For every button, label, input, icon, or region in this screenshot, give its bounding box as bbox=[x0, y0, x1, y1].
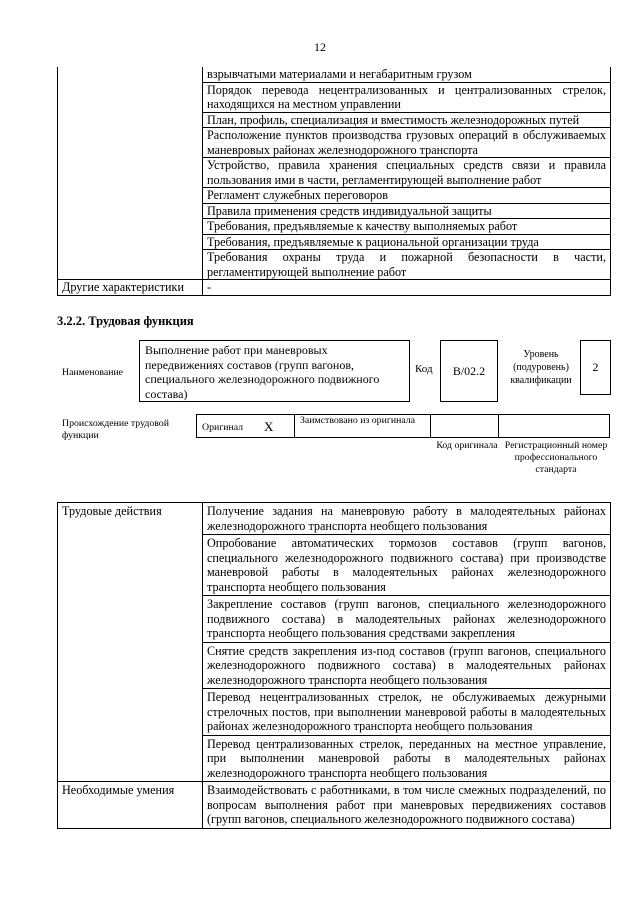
labor-actions-label: Трудовые действия bbox=[58, 503, 203, 782]
function-name-value: Выполнение работ при маневровых передвижениях составов (групп вагонов, специального железнодорожного подвижного состава) bbox=[139, 340, 410, 402]
origin-reg-cell bbox=[498, 414, 610, 438]
qualification-level-label: Уровень (подуровень) квалификации bbox=[510, 349, 572, 386]
other-characteristics-value: - bbox=[203, 280, 611, 296]
original-mark: X bbox=[264, 419, 274, 434]
qualification-level-value: 2 bbox=[580, 340, 611, 395]
origin-code-caption: Код оригинала bbox=[436, 440, 498, 451]
row-label-empty bbox=[58, 67, 203, 280]
origin-table bbox=[196, 414, 610, 438]
origin-reg-caption: Регистрационный номер профессионального стандарта bbox=[504, 440, 608, 475]
page-number: 12 bbox=[314, 40, 326, 54]
knowledge-item: Требования, предъявляемые к рациональной организации труда bbox=[203, 234, 611, 250]
other-characteristics-label: Другие характеристики bbox=[58, 280, 203, 296]
borrowed-label: Заимствовано из оригинала bbox=[300, 415, 415, 426]
labor-action: Снятие средств закрепления из-под составов (групп вагонов, специального железнодорожного подвижного состава) в малодеятельных районах железнодорожного транспорта необщего пользования bbox=[203, 642, 611, 689]
labor-action: Перевод централизованных стрелок, переданных на местное управление, при выполнении маневровой работы в малодеятельных районах железнодорожного транспорта необщего пользования bbox=[203, 735, 611, 782]
knowledge-item: взрывчатыми материалами и негабаритным грузом bbox=[203, 67, 611, 82]
knowledge-item: Регламент служебных переговоров bbox=[203, 188, 611, 204]
origin-label: Происхождение трудовой функции bbox=[62, 418, 169, 441]
knowledge-item: Правила применения средств индивидуальной защиты bbox=[203, 203, 611, 219]
code-label: Код bbox=[415, 363, 433, 375]
function-details-table bbox=[57, 502, 611, 829]
knowledge-item: Требования, предъявляемые к качеству выполняемых работ bbox=[203, 219, 611, 235]
knowledge-item: Требования охраны труда и пожарной безопасности в части, регламентирующей выполнение работ bbox=[203, 250, 611, 280]
table-row bbox=[58, 503, 611, 535]
labor-action: Получение задания на маневровую работу в малодеятельных районах железнодорожного транспорта необщего пользования bbox=[203, 503, 611, 535]
labor-action: Перевод нецентрализованных стрелок, не обслуживаемых дежурными стрелочных постов, при выполнении маневровой работы в малодеятельных районах железнодорожного транспорта необщего пользования bbox=[203, 689, 611, 736]
origin-code-cell bbox=[430, 414, 499, 438]
knowledge-item: Устройство, правила хранения специальных средств связи и правила пользования ими в части, регламентирующей выполнение работ bbox=[203, 158, 611, 188]
function-code-value: B/02.2 bbox=[440, 340, 498, 402]
table-row bbox=[58, 67, 611, 82]
name-label: Наименование bbox=[62, 367, 124, 378]
required-skill: Взаимодействовать с работниками, в том числе смежных подразделений, по вопросам выполнения работ при маневровых передвижениях составов (групп вагонов, специального железнодорожного подвижного состава) bbox=[203, 782, 611, 829]
original-label: Оригинал bbox=[202, 422, 244, 433]
table-row bbox=[58, 280, 611, 296]
required-skills-label: Необходимые умения bbox=[58, 782, 203, 829]
section-title: 3.2.2. Трудовая функция bbox=[57, 314, 194, 328]
labor-action: Закрепление составов (групп вагонов, специального железнодорожного подвижного состава) в малодеятельных районах железнодорожного транспорта необщего пользования средствами закрепления bbox=[203, 596, 611, 643]
knowledge-table bbox=[57, 67, 611, 296]
table-row bbox=[58, 782, 611, 829]
labor-action: Опробование автоматических тормозов составов (групп вагонов, специального железнодорожного подвижного состава) при производстве маневровой работы в малодеятельных районах железнодорожного транспорта необщего пользования bbox=[203, 535, 611, 596]
knowledge-item: План, профиль, специализация и вместимость железнодорожных путей bbox=[203, 112, 611, 128]
knowledge-item: Порядок перевода нецентрализованных и централизованных стрелок, находящихся на местном управлении bbox=[203, 82, 611, 112]
knowledge-item: Расположение пунктов производства грузовых операций в обслуживаемых маневровых районах железнодорожного транспорта bbox=[203, 128, 611, 158]
